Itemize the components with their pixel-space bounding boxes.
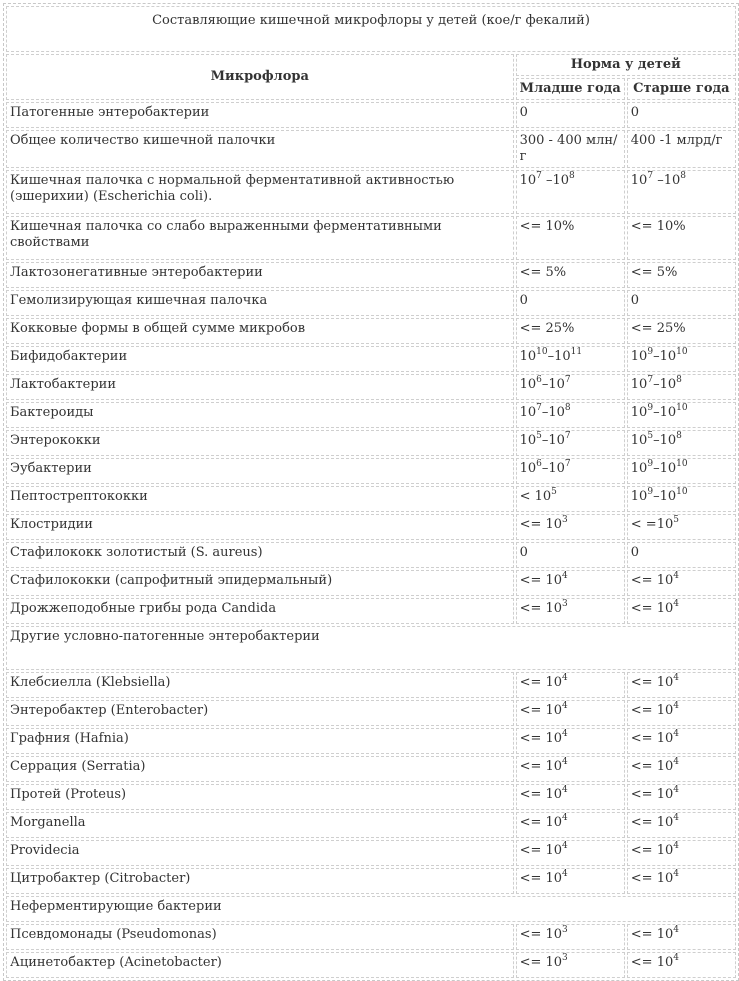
table-row (6, 262, 736, 288)
microflora-name: Бактероиды (6, 402, 514, 428)
table-row (6, 784, 736, 810)
exponent: 4 (562, 571, 568, 581)
norm-older (627, 700, 736, 726)
value-text: 10 (630, 377, 648, 392)
value-text: <= 10 (519, 675, 563, 690)
norm-older (627, 290, 736, 316)
value-text: –10 (653, 433, 677, 448)
exponent: 4 (673, 729, 679, 739)
value-text: 0 (630, 545, 640, 560)
exponent: 8 (676, 375, 682, 385)
exponent: 4 (562, 869, 568, 879)
value-text: <= 10 (519, 601, 563, 616)
table-row (6, 514, 736, 540)
exponent: 7 (647, 171, 654, 181)
table-row (6, 672, 736, 698)
value-text: <= 10% (519, 219, 575, 234)
norm-younger (516, 924, 625, 950)
exponent: 5 (536, 431, 542, 441)
value-text: <= 10 (519, 871, 563, 886)
table-body (6, 102, 736, 978)
norm-older (627, 756, 736, 782)
norm-older (627, 542, 736, 568)
value-text: <= 10 (519, 573, 563, 588)
norm-younger (516, 346, 625, 372)
microflora-name: Неферментирующие бактерии (6, 896, 736, 922)
exponent: 9 (647, 403, 654, 413)
value-text: –10 (653, 489, 677, 504)
table-row (6, 924, 736, 950)
exponent: 9 (647, 347, 654, 357)
value-text: 10 (519, 461, 537, 476)
value-text: <= 25% (630, 321, 686, 336)
exponent: 4 (562, 841, 568, 851)
exponent: 7 (536, 403, 542, 413)
table-row (6, 626, 736, 670)
norm-older (627, 812, 736, 838)
exponent: 4 (562, 785, 568, 795)
value-text: < 10 (519, 489, 552, 504)
norm-older (627, 570, 736, 596)
microflora-name: Стафилококк золотистый (S. aureus) (6, 542, 514, 568)
exponent: 9 (647, 487, 654, 497)
table-row (6, 700, 736, 726)
microflora-name: Дрожжеподобные грибы рода Candida (6, 598, 514, 624)
norm-older (627, 728, 736, 754)
exponent: 4 (673, 673, 679, 683)
microflora-name: Графния (Hafnia) (6, 728, 514, 754)
table-row (6, 840, 736, 866)
value-text: <= 10 (630, 731, 674, 746)
table-row (6, 868, 736, 894)
header-older: Старше года (627, 78, 736, 100)
exponent: 7 (564, 431, 571, 441)
norm-older (627, 130, 736, 168)
microflora-name: Псевдомонады (Pseudomonas) (6, 924, 514, 950)
value-text: 10 (630, 173, 648, 188)
exponent: 10 (676, 403, 688, 413)
value-text: 0 (630, 105, 640, 120)
value-text: –10 (541, 405, 565, 420)
norm-younger (516, 216, 625, 260)
norm-younger (516, 262, 625, 288)
table-row (6, 598, 736, 624)
norm-younger (516, 130, 625, 168)
exponent: 5 (551, 487, 557, 497)
norm-older (627, 458, 736, 484)
norm-older (627, 102, 736, 128)
value-text: 400 -1 млрд/г (630, 133, 723, 148)
exponent: 6 (536, 375, 542, 385)
norm-younger (516, 290, 625, 316)
value-text: <= 10 (630, 703, 674, 718)
exponent: 4 (673, 701, 679, 711)
value-text: 0 (519, 293, 528, 308)
norm-older (627, 318, 736, 344)
exponent: 3 (562, 925, 568, 935)
exponent: 4 (562, 701, 568, 711)
header-microflora: Микрофлора (6, 54, 514, 100)
header-norm-group: Норма у детей (516, 54, 736, 76)
exponent: 10 (536, 347, 548, 357)
exponent: 5 (673, 515, 679, 525)
exponent: 4 (673, 599, 679, 609)
table-row (6, 430, 736, 456)
norm-older (627, 924, 736, 950)
exponent: 8 (569, 171, 575, 181)
exponent: 6 (536, 459, 542, 469)
norm-younger (516, 868, 625, 894)
norm-younger (516, 542, 625, 568)
norm-younger (516, 170, 625, 214)
table-row (6, 896, 736, 922)
norm-younger (516, 318, 625, 344)
table-row (6, 952, 736, 978)
norm-younger (516, 812, 625, 838)
norm-younger (516, 402, 625, 428)
norm-older (627, 262, 736, 288)
exponent: 10 (676, 487, 688, 497)
exponent: 4 (673, 571, 679, 581)
norm-younger (516, 840, 625, 866)
microflora-name: Клостридии (6, 514, 514, 540)
norm-younger (516, 458, 625, 484)
norm-younger (516, 598, 625, 624)
microflora-name: Другие условно-патогенные энтеробактерии (6, 626, 736, 670)
exponent: 3 (562, 953, 568, 963)
value-text: <= 10% (630, 219, 686, 234)
norm-older (627, 598, 736, 624)
norm-younger (516, 430, 625, 456)
value-text: –10 (541, 433, 565, 448)
value-text: 10 (519, 349, 537, 364)
norm-younger (516, 486, 625, 512)
norm-younger (516, 700, 625, 726)
exponent: 4 (673, 785, 679, 795)
norm-older (627, 170, 736, 214)
norm-older (627, 952, 736, 978)
norm-older (627, 868, 736, 894)
norm-younger (516, 374, 625, 400)
value-text: <= 10 (630, 759, 674, 774)
exponent: 4 (673, 813, 679, 823)
exponent: 7 (564, 459, 571, 469)
table-row (6, 346, 736, 372)
exponent: 4 (673, 953, 679, 963)
norm-older (627, 784, 736, 810)
norm-older (627, 486, 736, 512)
exponent: 4 (562, 673, 568, 683)
microflora-name: Лактозонегативные энтеробактерии (6, 262, 514, 288)
microflora-name: Энтеробактер (Enterobacter) (6, 700, 514, 726)
exponent: 4 (673, 757, 679, 767)
value-text: 10 (630, 349, 648, 364)
value-text: <= 10 (519, 955, 563, 970)
microflora-name: Лактобактерии (6, 374, 514, 400)
exponent: 5 (647, 431, 654, 441)
microflora-name: Серрация (Serratia) (6, 756, 514, 782)
microflora-name: Morganella (6, 812, 514, 838)
table-row (6, 170, 736, 214)
microflora-name: Ацинетобактер (Acinetobacter) (6, 952, 514, 978)
value-text: <= 10 (630, 843, 674, 858)
table-row (6, 216, 736, 260)
norm-older (627, 672, 736, 698)
microflora-name: Пептострептококки (6, 486, 514, 512)
value-text: 300 - 400 млн/г (519, 133, 618, 164)
norm-older (627, 374, 736, 400)
exponent: 11 (570, 347, 583, 357)
exponent: 4 (673, 925, 679, 935)
value-text: <= 10 (519, 759, 563, 774)
value-text: <= 10 (630, 787, 674, 802)
value-text: <= 10 (519, 927, 563, 942)
value-text: –10 (653, 461, 677, 476)
value-text: –10 (541, 461, 565, 476)
value-text: <= 10 (630, 815, 674, 830)
norm-older (627, 840, 736, 866)
norm-younger (516, 102, 625, 128)
microflora-name: Патогенные энтеробактерии (6, 102, 514, 128)
exponent: 3 (562, 599, 568, 609)
value-text: 10 (519, 433, 537, 448)
value-text: <= 5% (519, 265, 567, 280)
value-text: <= 10 (519, 787, 563, 802)
value-text: 10 (519, 377, 537, 392)
exponent: 4 (562, 729, 568, 739)
table-row (6, 486, 736, 512)
table-row (6, 102, 736, 128)
norm-younger (516, 672, 625, 698)
norm-older (627, 402, 736, 428)
microflora-name: Протей (Proteus) (6, 784, 514, 810)
microflora-table (3, 3, 739, 981)
value-text: <= 10 (630, 573, 674, 588)
value-text: –10 (653, 377, 677, 392)
value-text: <= 5% (630, 265, 678, 280)
table-row (6, 290, 736, 316)
norm-younger (516, 784, 625, 810)
value-text: 10 (630, 461, 648, 476)
norm-younger (516, 756, 625, 782)
table-row (6, 318, 736, 344)
exponent: 7 (647, 375, 654, 385)
microflora-name: Стафилококки (сапрофитный эпидермальный) (6, 570, 514, 596)
exponent: 7 (564, 375, 571, 385)
microflora-name: Кишечная палочка со слабо выраженными ферментативными свойствами (6, 216, 514, 260)
value-text: 10 (630, 489, 648, 504)
value-text: <= 10 (630, 927, 674, 942)
value-text: 10 (519, 405, 537, 420)
table-row (6, 756, 736, 782)
norm-younger (516, 728, 625, 754)
value-text: <= 10 (519, 815, 563, 830)
microflora-name: Энтерококки (6, 430, 514, 456)
table-row (6, 130, 736, 168)
microflora-name: Бифидобактерии (6, 346, 514, 372)
table-row (6, 402, 736, 428)
exponent: 10 (676, 459, 688, 469)
microflora-name: Кишечная палочка с нормальной ферментативной активностью (эшерихии) (Escherichia coli). (6, 170, 514, 214)
table-row (6, 458, 736, 484)
microflora-name: Эубактерии (6, 458, 514, 484)
value-text: –10 (547, 349, 571, 364)
value-text: < =10 (630, 517, 674, 532)
value-text: <= 10 (519, 703, 563, 718)
table-row (6, 374, 736, 400)
value-text: –10 (653, 173, 681, 188)
norm-older (627, 430, 736, 456)
value-text: 0 (519, 545, 528, 560)
exponent: 3 (562, 515, 568, 525)
header-younger: Младше года (516, 78, 625, 100)
value-text: –10 (541, 173, 570, 188)
value-text: 10 (630, 405, 648, 420)
exponent: 4 (673, 869, 679, 879)
exponent: 7 (536, 171, 542, 181)
value-text: <= 10 (519, 517, 563, 532)
exponent: 8 (676, 431, 682, 441)
value-text: 0 (519, 105, 528, 120)
value-text: –10 (653, 405, 677, 420)
microflora-name: Клебсиелла (Klebsiella) (6, 672, 514, 698)
microflora-name: Гемолизирующая кишечная палочка (6, 290, 514, 316)
table-row (6, 542, 736, 568)
value-text: <= 10 (519, 731, 563, 746)
exponent: 8 (680, 171, 686, 181)
value-text: <= 25% (519, 321, 575, 336)
exponent: 4 (562, 813, 568, 823)
norm-younger (516, 952, 625, 978)
norm-older (627, 514, 736, 540)
microflora-name: Общее количество кишечной палочки (6, 130, 514, 168)
microflora-name: Providecia (6, 840, 514, 866)
exponent: 4 (562, 757, 568, 767)
value-text: <= 10 (519, 843, 563, 858)
value-text: 0 (630, 293, 640, 308)
microflora-name: Кокковые формы в общей сумме микробов (6, 318, 514, 344)
microflora-name: Цитробактер (Citrobacter) (6, 868, 514, 894)
table-row (6, 728, 736, 754)
value-text: 10 (519, 173, 537, 188)
exponent: 4 (673, 841, 679, 851)
exponent: 9 (647, 459, 654, 469)
value-text: <= 10 (630, 955, 674, 970)
norm-older (627, 346, 736, 372)
norm-younger (516, 514, 625, 540)
table-row (6, 812, 736, 838)
value-text: –10 (541, 377, 565, 392)
exponent: 10 (676, 347, 688, 357)
value-text: 10 (630, 433, 648, 448)
value-text: <= 10 (630, 601, 674, 616)
value-text: <= 10 (630, 675, 674, 690)
value-text: <= 10 (630, 871, 674, 886)
exponent: 8 (564, 403, 571, 413)
norm-older (627, 216, 736, 260)
table-caption: Составляющие кишечной микрофлоры у детей (кое/г фекалий) (6, 6, 736, 52)
norm-younger (516, 570, 625, 596)
value-text: –10 (653, 349, 677, 364)
table-row (6, 570, 736, 596)
